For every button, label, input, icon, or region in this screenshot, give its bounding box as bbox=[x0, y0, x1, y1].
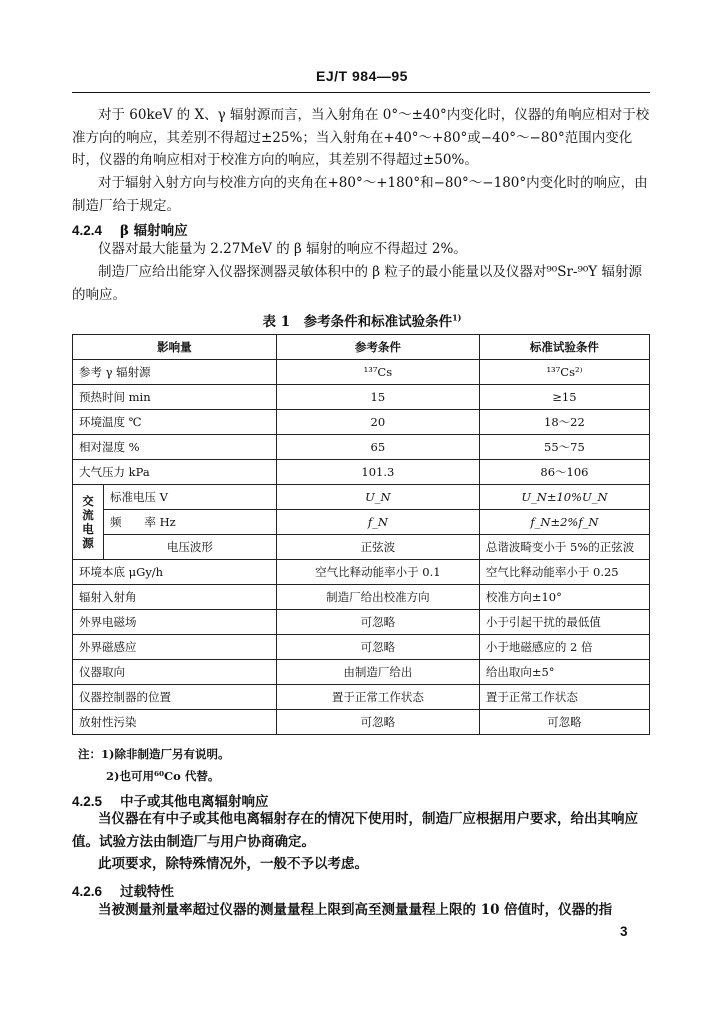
conditions-table bbox=[72, 334, 650, 735]
cell-reference: 正弦波 bbox=[276, 535, 479, 560]
section-heading-4-2-5 bbox=[72, 790, 269, 810]
table-row bbox=[73, 535, 650, 560]
cell-reference: 由制造厂给出 bbox=[276, 660, 479, 685]
cell-reference: f_N bbox=[276, 510, 479, 535]
cell-quantity: 参考 γ 辐射源 bbox=[73, 360, 277, 385]
cell-quantity: 仪器控制器的位置 bbox=[73, 685, 277, 710]
standard-id: EJ/T 984—95 bbox=[316, 68, 408, 84]
cell-standard: 86～106 bbox=[479, 460, 649, 485]
paragraph-neutron-note: 此项要求，除特殊情况外，一般不予以考虑。 bbox=[98, 856, 368, 872]
table-caption bbox=[0, 310, 724, 330]
ac-power-group-label bbox=[73, 485, 104, 560]
paragraph-angular-response: 对于 60keV 的 X、γ 辐射源而言，当入射角在 0°～±40°内变化时，仪器的角响应相对于校准方向的响应，其差别不得超过±25%；当入射角在+40°～+80°或−40°～−80°范围内变化时，仪器的角响应相对于校准方向的响应，其差别不得超过±50%。 bbox=[72, 107, 650, 168]
cell-reference: 置于正常工作状态 bbox=[276, 685, 479, 710]
cell-standard: 小于地磁感应的 2 倍 bbox=[479, 635, 649, 660]
table-row bbox=[73, 685, 650, 710]
cell-quantity: 环境温度 ℃ bbox=[73, 410, 277, 435]
cell-quantity: 外界磁感应 bbox=[73, 635, 277, 660]
page-number: 3 bbox=[620, 924, 628, 939]
paragraph-angle-80-180: 对于辐射入射方向与校准方向的夹角在+80°～+180°和−80°～−180°内变化时的响应，由制造厂给于规定。 bbox=[72, 175, 648, 214]
cell-quantity: 电压波形 bbox=[104, 535, 277, 560]
table-row bbox=[73, 660, 650, 685]
section-title: 中子或其他电离辐射响应 bbox=[120, 794, 269, 810]
ac-label-char: 源 bbox=[82, 536, 94, 550]
cell-quantity: 放射性污染 bbox=[73, 710, 277, 735]
table-note-2: 2)也可用⁶⁰Co 代替。 bbox=[106, 769, 220, 783]
section-number: 4.2.5 bbox=[72, 794, 103, 809]
table-row bbox=[73, 560, 650, 585]
cell-reference: 空气比释动能率小于 0.1 bbox=[276, 560, 479, 585]
table-caption-footnote-mark: 1) bbox=[452, 312, 462, 323]
cell-quantity: 仪器取向 bbox=[73, 660, 277, 685]
table-row bbox=[73, 610, 650, 635]
ac-label-char: 流 bbox=[82, 508, 94, 522]
header-rule bbox=[72, 92, 650, 93]
cell-standard: ¹³⁷Cs²⁾ bbox=[479, 360, 649, 385]
cell-reference: 可忽略 bbox=[276, 610, 479, 635]
cell-quantity: 大气压力 kPa bbox=[73, 460, 277, 485]
cell-standard: 给出取向±5° bbox=[479, 660, 649, 685]
cell-quantity: 环境本底 μGy/h bbox=[73, 560, 277, 585]
cell-standard: 小于引起干扰的最低值 bbox=[479, 610, 649, 635]
cell-standard: f_N±2%f_N bbox=[479, 510, 649, 535]
cell-quantity: 标准电压 V bbox=[104, 485, 277, 510]
cell-quantity: 频 率 Hz bbox=[104, 510, 277, 535]
cell-quantity: 辐射入射角 bbox=[73, 585, 277, 610]
cell-reference: 制造厂给出校准方向 bbox=[276, 585, 479, 610]
table-row bbox=[73, 360, 650, 385]
paragraph-beta-energy: 制造厂应给出能穿入仪器探测器灵敏体积中的 β 粒子的最小能量以及仪器对⁹⁰Sr-⁹⁰Y 辐射源的响应。 bbox=[72, 264, 643, 303]
cell-quantity: 预热时间 min bbox=[73, 385, 277, 410]
cell-standard: ≥15 bbox=[479, 385, 649, 410]
table-row bbox=[73, 635, 650, 660]
cell-reference: 20 bbox=[276, 410, 479, 435]
table-header-row bbox=[73, 335, 650, 360]
table-row bbox=[73, 585, 650, 610]
section-heading-4-2-4 bbox=[72, 219, 188, 239]
header-standard-test-conditions: 标准试验条件 bbox=[479, 335, 649, 360]
table-row bbox=[73, 485, 650, 510]
cell-standard: 置于正常工作状态 bbox=[479, 685, 649, 710]
cell-standard: 空气比释动能率小于 0.25 bbox=[479, 560, 649, 585]
header-reference-conditions: 参考条件 bbox=[276, 335, 479, 360]
cell-reference: 65 bbox=[276, 435, 479, 460]
header-influence-quantity: 影响量 bbox=[73, 335, 277, 360]
cell-reference: U_N bbox=[276, 485, 479, 510]
section-title: β 辐射响应 bbox=[120, 223, 188, 239]
cell-standard: 总谐波畸变小于 5%的正弦波 bbox=[479, 535, 649, 560]
cell-reference: 15 bbox=[276, 385, 479, 410]
table-row bbox=[73, 385, 650, 410]
table-note-1: 注：1)除非制造厂另有说明。 bbox=[78, 747, 230, 761]
cell-standard: 18～22 bbox=[479, 410, 649, 435]
table-caption-text: 表 1 参考条件和标准试验条件 bbox=[262, 314, 453, 330]
section-heading-4-2-6 bbox=[72, 880, 174, 900]
ac-label-char: 电 bbox=[82, 522, 94, 536]
cell-reference: 可忽略 bbox=[276, 635, 479, 660]
table-row bbox=[73, 710, 650, 735]
cell-standard: U_N±10%U_N bbox=[479, 485, 649, 510]
paragraph-beta-limit: 仪器对最大能量为 2.27MeV 的 β 辐射的响应不得超过 2%。 bbox=[98, 241, 467, 257]
section-number: 4.2.4 bbox=[72, 223, 103, 238]
cell-standard: 可忽略 bbox=[479, 710, 649, 735]
cell-reference: ¹³⁷Cs bbox=[276, 360, 479, 385]
table-row bbox=[73, 460, 650, 485]
section-number: 4.2.6 bbox=[72, 884, 103, 899]
table-row bbox=[73, 510, 650, 535]
paragraph-neutron-response: 当仪器在有中子或其他电离辐射存在的情况下使用时，制造厂应根据用户要求，给出其响应值。试验方法由制造厂与用户协商确定。 bbox=[72, 811, 638, 850]
cell-quantity: 外界电磁场 bbox=[73, 610, 277, 635]
section-title: 过载特性 bbox=[120, 884, 174, 900]
ac-label-char: 交 bbox=[82, 494, 94, 508]
table-row bbox=[73, 435, 650, 460]
table-row bbox=[73, 410, 650, 435]
cell-reference: 101.3 bbox=[276, 460, 479, 485]
cell-standard: 校准方向±10° bbox=[479, 585, 649, 610]
cell-reference: 可忽略 bbox=[276, 710, 479, 735]
paragraph-overload: 当被测量剂量率超过仪器的测量量程上限到高至测量量程上限的 10 倍值时，仪器的指 bbox=[98, 902, 613, 918]
cell-standard: 55～75 bbox=[479, 435, 649, 460]
cell-quantity: 相对湿度 % bbox=[73, 435, 277, 460]
